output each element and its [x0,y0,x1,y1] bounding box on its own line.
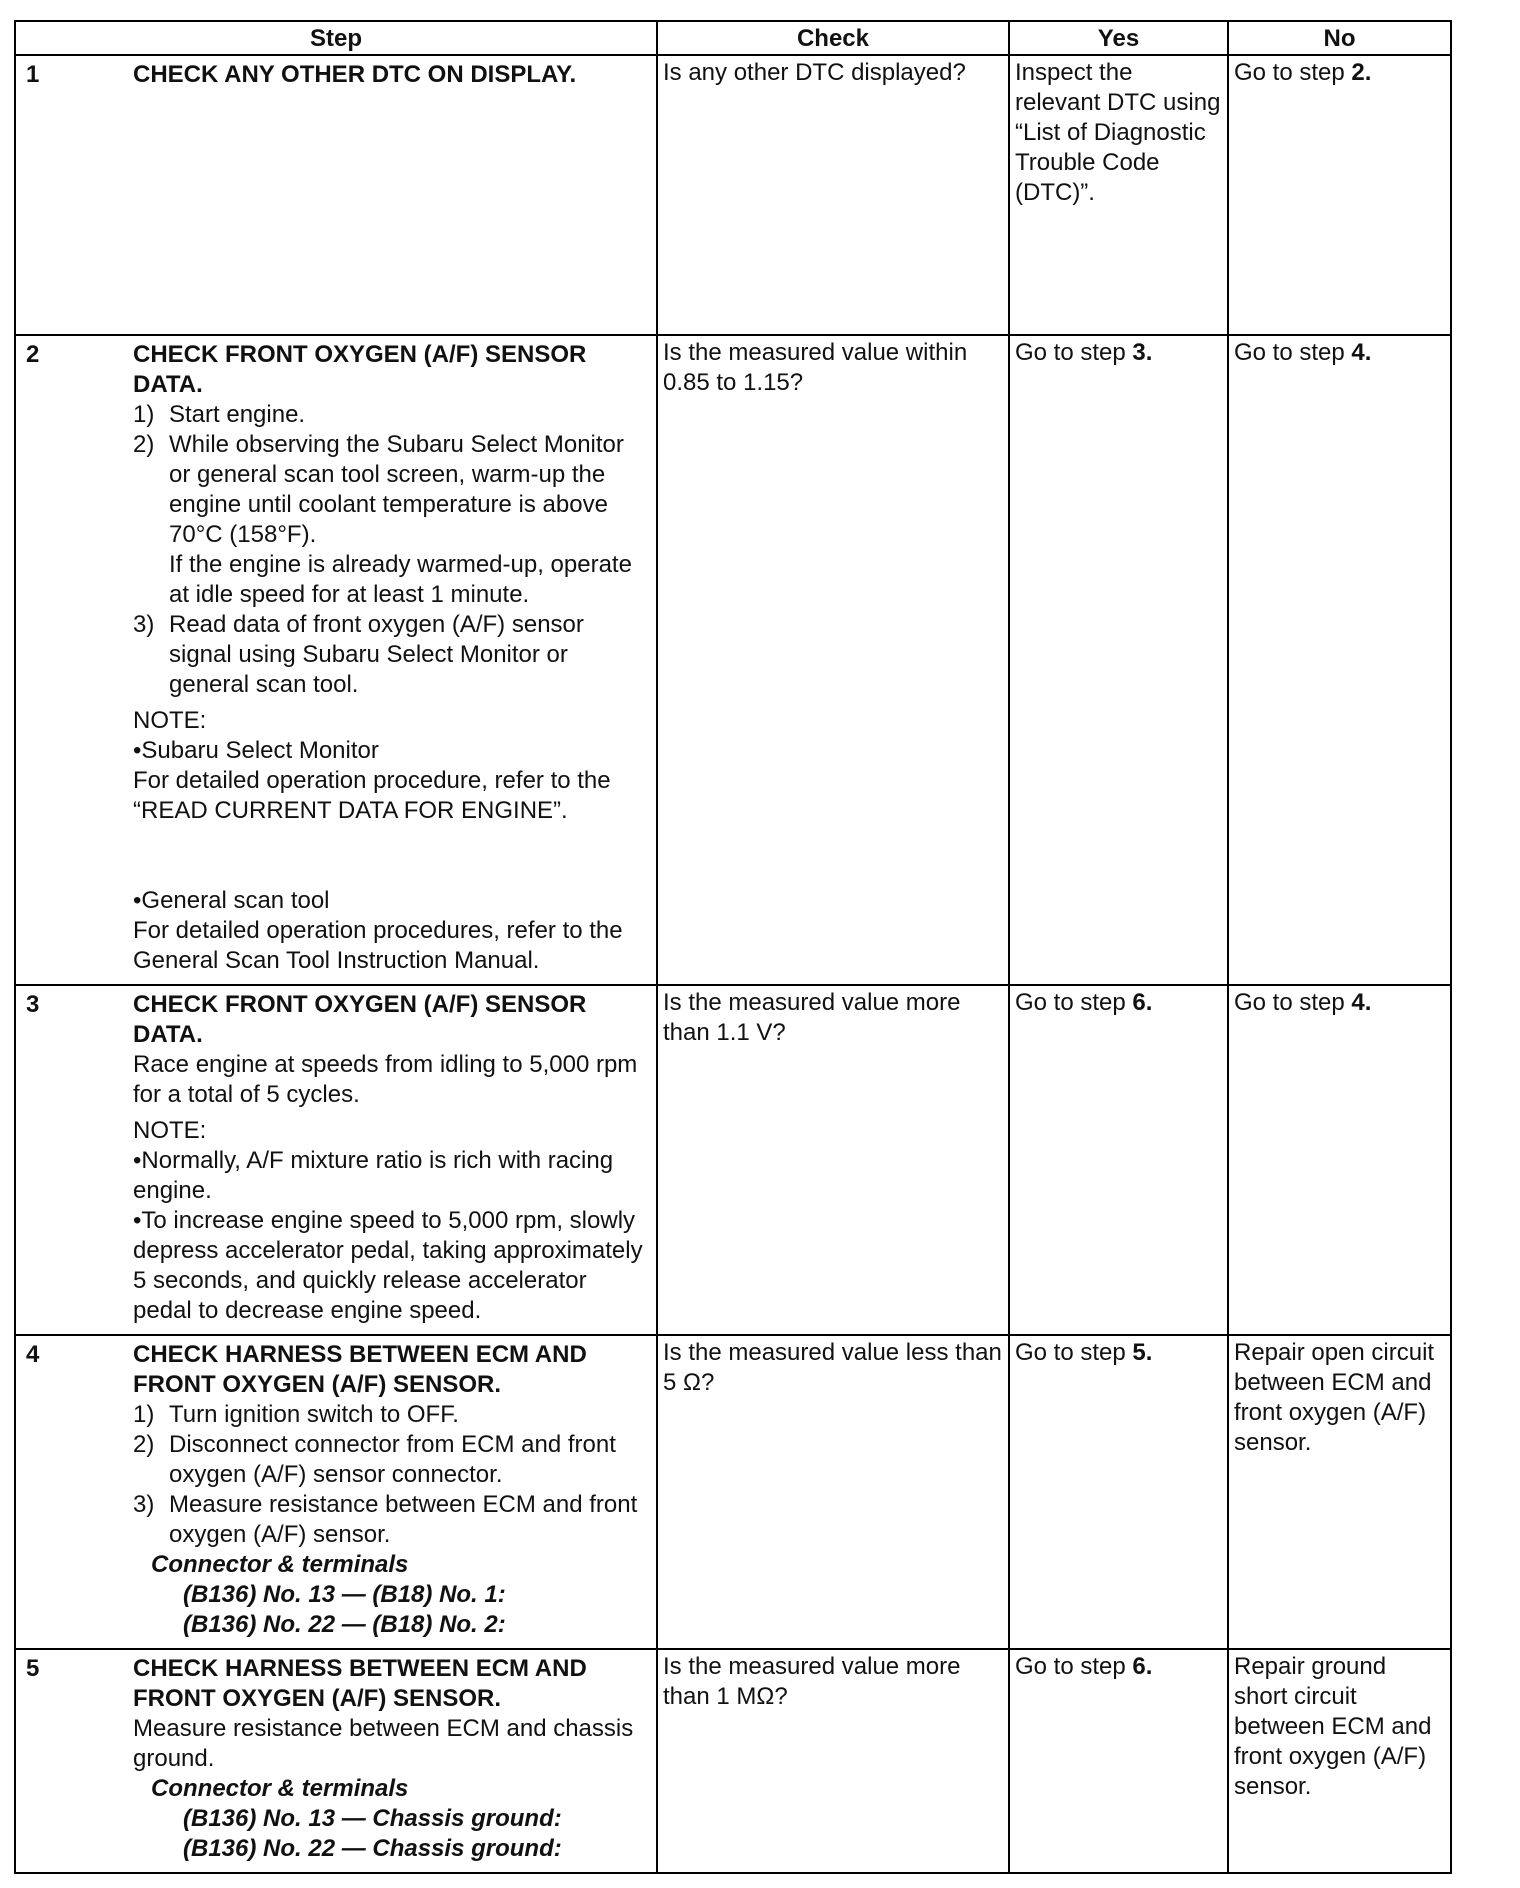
procedure-extra: If the engine is already warmed-up, operate at idle speed for at least 1 minute. [169,551,632,608]
no-cell: Go to step 4. [1228,335,1451,985]
yes-cell: Go to step 3. [1009,335,1228,985]
step-number: 2 [26,341,40,368]
step-title: CHECK HARNESS BETWEEN ECM AND FRONT OXYGEN (A/F) SENSOR. [133,1341,587,1398]
no-cell [1228,55,1451,335]
yes-step-ref: 6. [1132,989,1153,1016]
step-cell [15,335,657,985]
yes-cell: Go to step 6. [1009,985,1228,1335]
yes-cell: Go to step 6. [1009,1649,1228,1873]
header-row [15,21,1451,55]
no-cell: Repair ground short circuit between ECM and front oxygen (A/F) sensor. [1228,1649,1451,1873]
step-title: CHECK ANY OTHER DTC ON DISPLAY. [133,61,577,88]
procedure-item: 2) Disconnect connector from ECM and front oxygen (A/F) sensor connector. [133,1431,616,1488]
note-block [133,1116,645,1326]
procedure-item: 1) Turn ignition switch to OFF. [133,1401,459,1428]
check-cell: Is the measured value less than 5 Ω? [657,1335,1009,1649]
no-step-ref: 2. [1351,59,1372,86]
connector-heading: Connector & terminals [151,1775,409,1802]
no-prefix: Go to step [1234,59,1345,86]
procedure-item: 3) Measure resistance between ECM and front oxygen (A/F) sensor. [133,1491,638,1548]
table-row [15,1335,1451,1649]
no-step-ref: 4. [1351,989,1372,1016]
check-cell: Is any other DTC displayed? [657,55,1009,335]
check-cell: Is the measured value more than 1 MΩ? [657,1649,1009,1873]
step-number: 5 [26,1655,40,1682]
diagnostic-table [14,20,1452,1874]
note-text: For detailed operation procedures, refer to the General Scan Tool Instruction Manual. [133,917,623,974]
yes-step-ref: 3. [1132,339,1153,366]
step-number: 3 [26,991,40,1018]
step-title: CHECK FRONT OXYGEN (A/F) SENSOR DATA. [133,341,587,398]
note-text: •To increase engine speed to 5,000 rpm, slowly depress accelerator pedal, taking approximately 5 seconds, and quickly release accelerator pedal to decrease engine speed. [133,1207,643,1324]
header-no: No [1228,21,1451,55]
procedure-item: 2) While observing the Subaru Select Monitor or general scan tool screen, warm-up the engine until coolant temperature is above 70°C (158°F). If the engine is already warmed-up, operate at idle speed for at least 1 minute. [133,431,632,608]
connector-terminal: (B136) No. 13 — (B18) No. 1: [183,1581,506,1608]
step-cell [15,55,657,335]
note-label: NOTE: [133,1117,207,1144]
connector-terminal: (B136) No. 22 — (B18) No. 2: [183,1611,506,1638]
table-row [15,335,1451,985]
table-row [15,985,1451,1335]
yes-step-ref: 6. [1132,1653,1153,1680]
step-number: 1 [26,61,40,88]
note-block [133,706,645,976]
note-text: For detailed operation procedure, refer to the “READ CURRENT DATA FOR ENGINE”. [133,767,611,824]
procedure-item: 1) Start engine. [133,401,306,428]
connector-terminal: (B136) No. 22 — Chassis ground: [183,1835,562,1862]
note-text: •Normally, A/F mixture ratio is rich with racing engine. [133,1147,614,1204]
check-cell: Is the measured value within 0.85 to 1.15? [657,335,1009,985]
step-cell [15,1649,657,1873]
note-label: NOTE: [133,707,207,734]
connector-terminal: (B136) No. 13 — Chassis ground: [183,1805,562,1832]
step-title: CHECK FRONT OXYGEN (A/F) SENSOR DATA. [133,991,587,1048]
step-text: Race engine at speeds from idling to 5,000 rpm for a total of 5 cycles. [133,1051,638,1108]
procedure-list [133,400,645,700]
table-row [15,1649,1451,1873]
step-cell [15,1335,657,1649]
check-cell: Is the measured value more than 1.1 V? [657,985,1009,1335]
step-cell [15,985,657,1335]
no-cell: Go to step 4. [1228,985,1451,1335]
step-text: Measure resistance between ECM and chassis ground. [133,1715,634,1772]
note-title: •General scan tool [133,887,330,914]
no-step-ref: 4. [1351,339,1372,366]
no-cell: Repair open circuit between ECM and front oxygen (A/F) sensor. [1228,1335,1451,1649]
step-number: 4 [26,1341,40,1368]
procedure-list [133,1400,645,1550]
note-title: •Subaru Select Monitor [133,737,379,764]
header-check: Check [657,21,1009,55]
yes-cell: Go to step 5. [1009,1335,1228,1649]
header-yes: Yes [1009,21,1228,55]
yes-cell: Inspect the relevant DTC using “List of Diagnostic Trouble Code (DTC)”. [1009,55,1228,335]
step-title: CHECK HARNESS BETWEEN ECM AND FRONT OXYGEN (A/F) SENSOR. [133,1655,587,1712]
connector-heading: Connector & terminals [151,1551,409,1578]
table-row [15,55,1451,335]
yes-step-ref: 5. [1132,1339,1153,1366]
procedure-item: 3) Read data of front oxygen (A/F) sensor signal using Subaru Select Monitor or general scan tool. [133,611,584,698]
header-step: Step [15,21,657,55]
